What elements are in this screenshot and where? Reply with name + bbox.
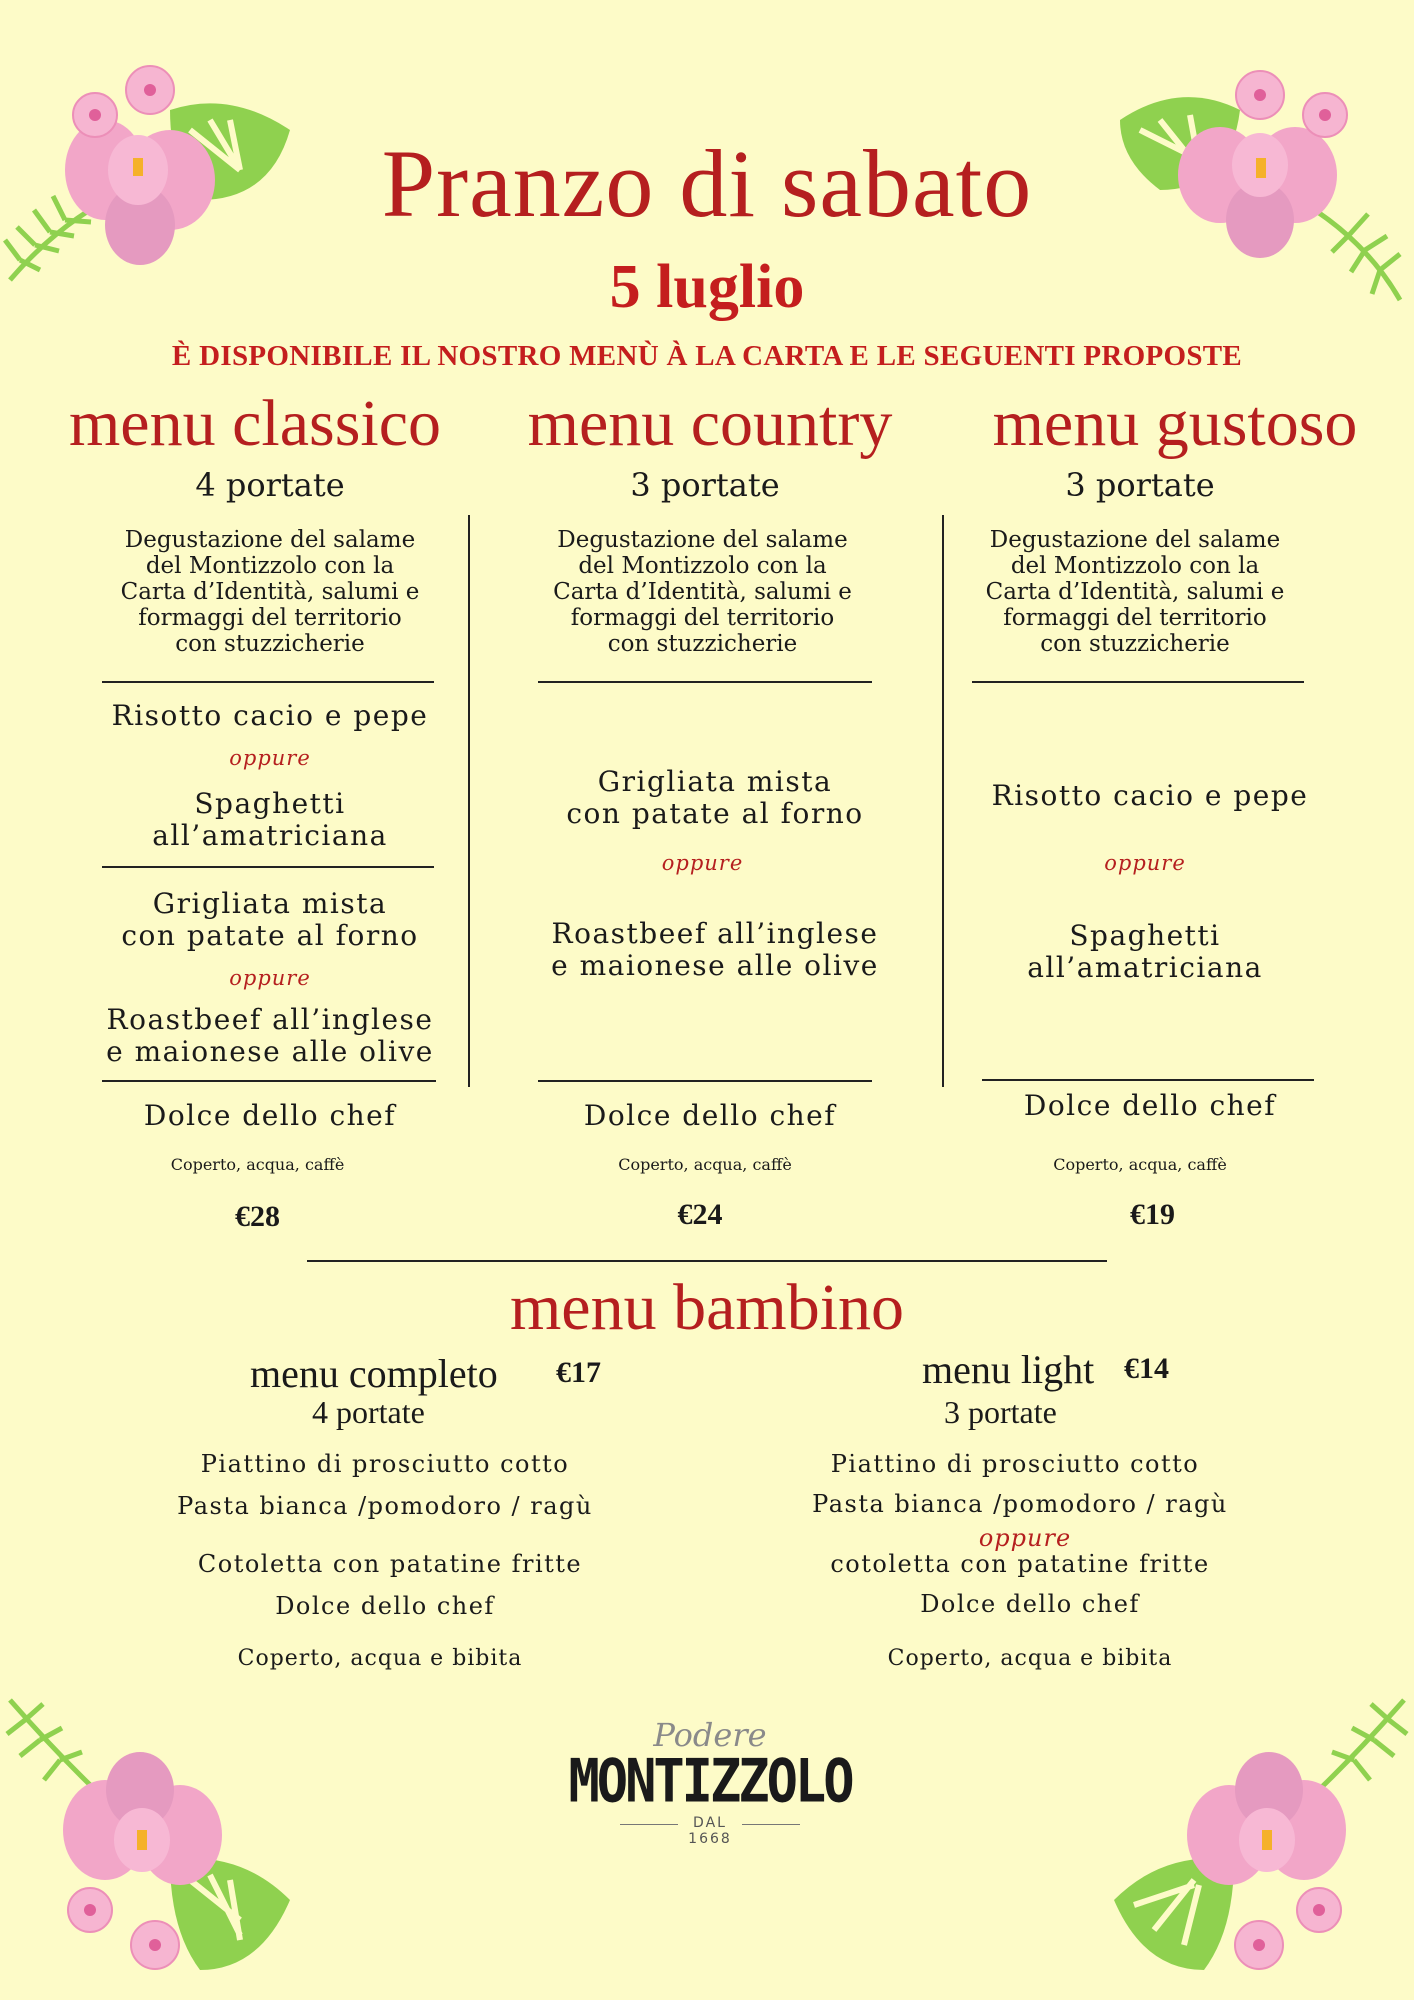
menu-country-courses: 3 portate (630, 466, 780, 504)
menu-completo-title: menu completo (250, 1351, 498, 1396)
menu-gustoso-extras: Coperto, acqua, caffè (1053, 1155, 1227, 1174)
menu-country-antipasto: Degustazione del salame del Montizzolo con la Carta d’Identità, salumi e formaggi del territorio con stuzzicherie (553, 527, 852, 657)
menu-classico-primo-a: Risotto cacio e pepe (111, 699, 429, 732)
page-title: Pranzo di sabato (381, 130, 1033, 237)
menu-completo-item-2: Pasta bianca /pomodoro / ragù (177, 1492, 593, 1520)
column-divider (468, 515, 470, 1087)
menu-country-price: €24 (677, 1198, 723, 1231)
oppure-label: oppure (978, 1524, 1072, 1552)
menu-classico-primo-b: Spaghetti all’amatriciana (152, 787, 388, 852)
section-divider (102, 681, 434, 683)
logo-since: DAL 1668 (688, 1815, 732, 1847)
menu-gustoso-antipasto: Degustazione del salame del Montizzolo con la Carta d’Identità, salumi e formaggi del territorio con stuzzicherie (985, 527, 1285, 657)
menu-light-title: menu light (922, 1347, 1095, 1392)
menu-gustoso-dolce: Dolce dello chef (1023, 1089, 1277, 1122)
menu-gustoso-courses: 3 portate (1065, 466, 1215, 504)
menu-completo-price: €17 (556, 1356, 601, 1389)
oppure-label: oppure (229, 746, 311, 770)
flower-decoration-bottom-right (1104, 1680, 1414, 2000)
menu-gustoso-primo-b: Spaghetti all’amatriciana (1027, 919, 1263, 984)
menu-completo-item-1: Piattino di prosciutto cotto (200, 1450, 570, 1478)
menu-bambino-title: menu bambino (509, 1271, 905, 1344)
menu-classico-courses: 4 portate (195, 466, 345, 504)
menu-gustoso-primo-a: Risotto cacio e pepe (991, 779, 1309, 812)
menu-classico-secondo-b: Roastbeef all’inglese e maionese alle olive (106, 1003, 434, 1068)
section-divider (102, 1080, 436, 1082)
menu-light-price: €14 (1124, 1352, 1169, 1385)
menu-gustoso-title: menu gustoso (992, 387, 1358, 460)
oppure-label: oppure (661, 851, 744, 875)
section-divider (102, 866, 434, 868)
event-date: 5 luglio (609, 253, 805, 321)
menu-country-secondo-b: Roastbeef all’inglese e maionese alle olive (551, 917, 879, 982)
menu-country-dolce: Dolce dello chef (583, 1099, 837, 1132)
logo-name: MONTIZZOLO (568, 1747, 852, 1817)
menu-completo-extras: Coperto, acqua e bibita (237, 1646, 523, 1671)
oppure-label: oppure (229, 966, 311, 990)
menu-light-item-2: Pasta bianca /pomodoro / ragù (812, 1490, 1228, 1518)
menu-classico-extras: Coperto, acqua, caffè (170, 1155, 345, 1174)
section-divider (538, 1080, 872, 1082)
menu-country-secondo-a: Grigliata mista con patate al forno (566, 765, 864, 830)
menu-gustoso-price: €19 (1130, 1198, 1175, 1231)
logo-script: Podere (653, 1716, 767, 1754)
menu-completo-item-3: Cotoletta con patatine fritte (197, 1550, 583, 1578)
menu-country-extras: Coperto, acqua, caffè (618, 1155, 792, 1174)
menu-classico-secondo-a: Grigliata mista con patate al forno (121, 887, 419, 952)
menu-completo-courses: 4 portate (312, 1394, 425, 1430)
menu-classico-price: €28 (235, 1200, 280, 1233)
menu-classico-title: menu classico (68, 387, 442, 460)
menu-light-item-4: Dolce dello chef (920, 1590, 1140, 1618)
menu-light-extras: Coperto, acqua e bibita (887, 1646, 1173, 1671)
menu-classico-antipasto: Degustazione del salame del Montizzolo con la Carta d’Identità, salumi e formaggi del territorio con stuzzicherie (120, 527, 420, 657)
availability-notice: È DISPONIBILE IL NOSTRO MENÙ À LA CARTA E LE SEGUENTI PROPOSTE (171, 340, 1243, 372)
section-divider (538, 681, 872, 683)
section-divider (307, 1260, 1107, 1262)
menu-light-courses: 3 portate (944, 1394, 1057, 1430)
menu-completo-item-4: Dolce dello chef (275, 1592, 495, 1620)
menu-light-item-3: cotoletta con patatine fritte (830, 1550, 1210, 1578)
logo-rule (742, 1824, 800, 1825)
section-divider (972, 681, 1304, 683)
flower-decoration-bottom-left (0, 1680, 310, 2000)
section-divider (982, 1079, 1314, 1081)
menu-classico-dolce: Dolce dello chef (143, 1099, 397, 1132)
oppure-label: oppure (1104, 851, 1186, 875)
menu-country-title: menu country (527, 387, 893, 460)
menu-light-item-1: Piattino di prosciutto cotto (830, 1450, 1200, 1478)
column-divider (942, 515, 944, 1087)
